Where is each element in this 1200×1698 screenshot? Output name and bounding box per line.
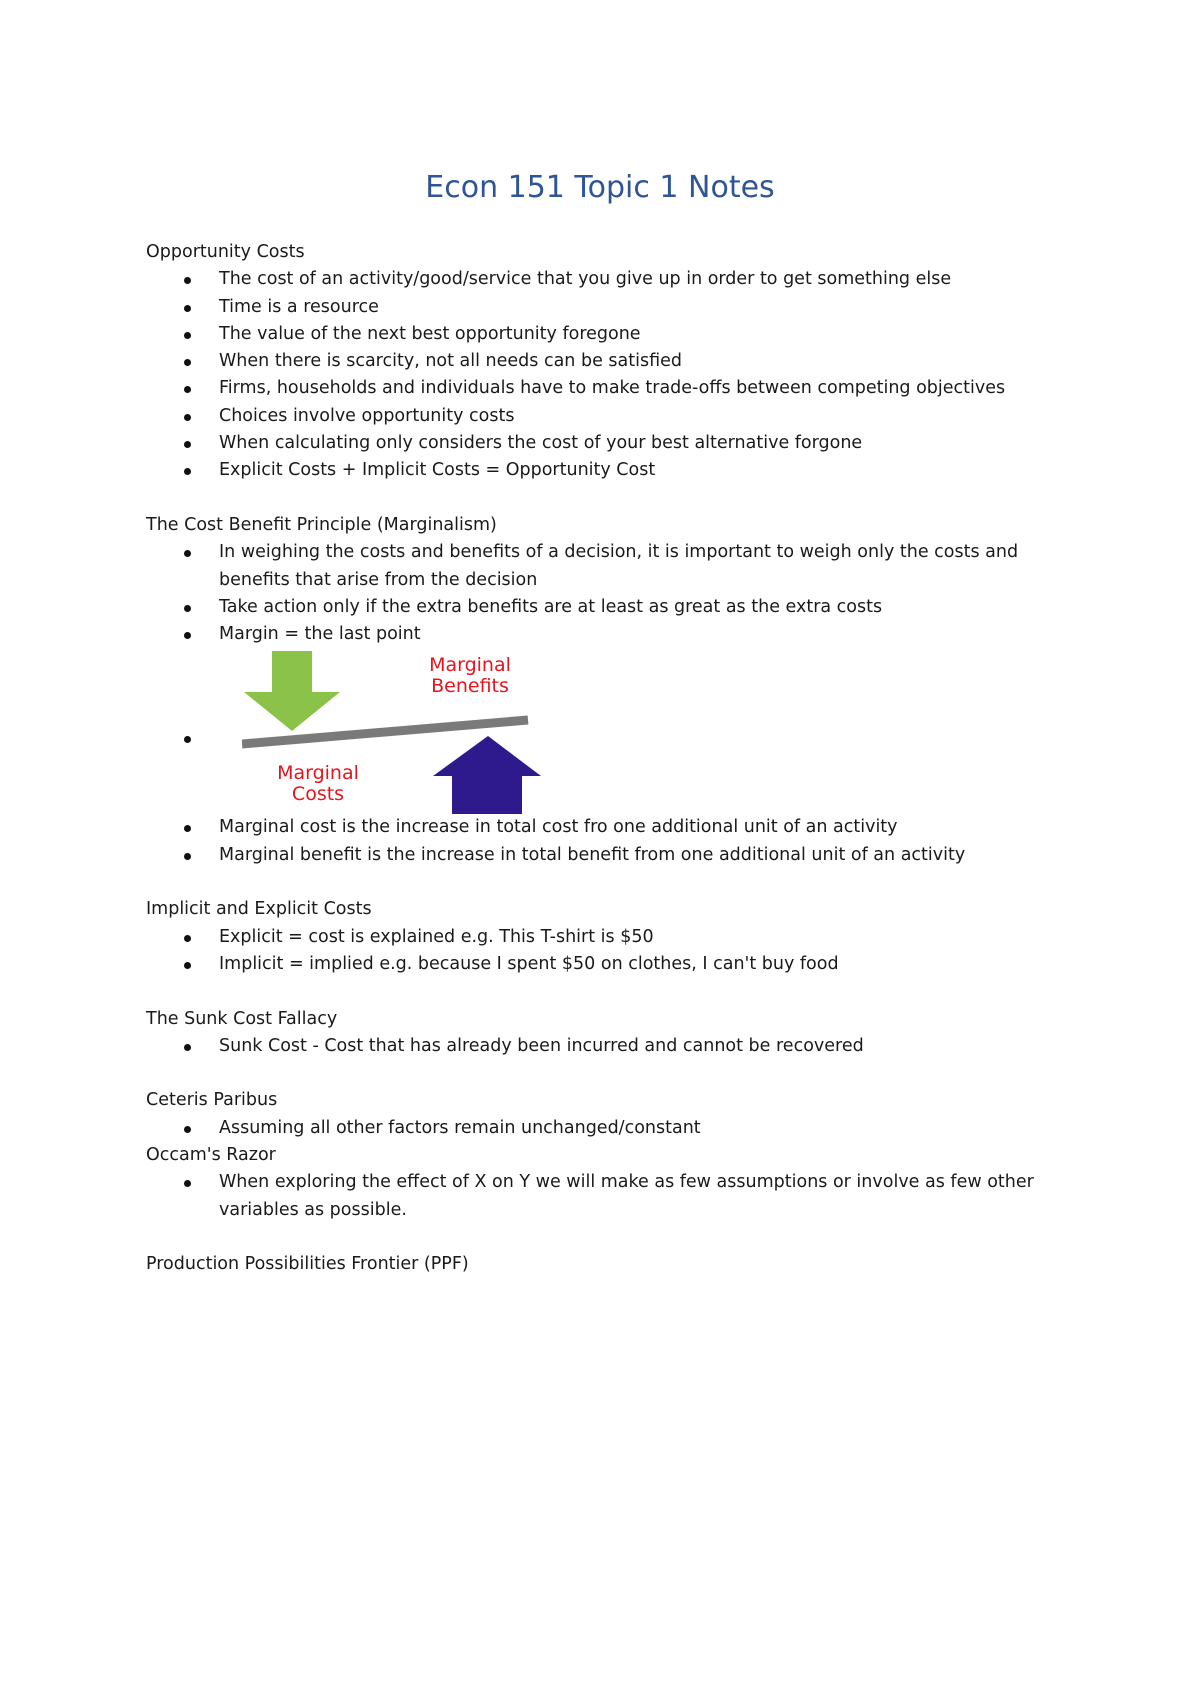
section-heading-occams-razor: Occam's Razor xyxy=(146,1145,276,1166)
bullet-icon xyxy=(184,332,191,339)
bullet-icon xyxy=(184,1180,191,1187)
bullet-list-occams-razor xyxy=(146,1169,1066,1224)
list-item: The cost of an activity/good/service that you give up in order to get something else xyxy=(146,266,1066,293)
bullet-icon xyxy=(184,468,191,475)
list-item: Implicit = implied e.g. because I spent $50 on clothes, I can't buy food xyxy=(146,951,1066,978)
document-title: Econ 151 Topic 1 Notes xyxy=(425,170,775,205)
bullet-icon xyxy=(184,441,191,448)
paragraph-gap xyxy=(146,869,1066,896)
bullet-list-sunk-cost xyxy=(146,1033,1066,1060)
section-heading-implicit-explicit: Implicit and Explicit Costs xyxy=(146,899,372,920)
marginal-balance-diagram xyxy=(242,648,542,814)
paragraph-gap xyxy=(146,978,1066,1005)
list-item: Explicit Costs + Implicit Costs = Opportunity Cost xyxy=(146,457,1066,484)
section-heading-ceteris-paribus: Ceteris Paribus xyxy=(146,1090,278,1111)
bullet-icon xyxy=(184,386,191,393)
list-item: Explicit = cost is explained e.g. This T-shirt is $50 xyxy=(146,924,1066,951)
paragraph-gap xyxy=(146,1060,1066,1087)
list-item-diagram xyxy=(146,648,1066,814)
section-heading-sunk-cost: The Sunk Cost Fallacy xyxy=(146,1008,338,1029)
bullet-icon xyxy=(184,632,191,639)
list-item: Sunk Cost - Cost that has already been incurred and cannot be recovered xyxy=(146,1033,1066,1060)
bullet-icon xyxy=(184,853,191,860)
section-heading-ppf: Production Possibilities Frontier (PPF) xyxy=(146,1254,469,1275)
bullet-icon xyxy=(184,825,191,832)
bullet-list-opportunity-costs xyxy=(146,266,1066,484)
marginal-costs-label: Marginal Costs xyxy=(277,762,359,806)
document-body xyxy=(146,239,1066,1279)
list-item: When exploring the effect of X on Y we will make as few assumptions or involve as few other variables as possible. xyxy=(146,1169,1066,1224)
bullet-icon xyxy=(184,1044,191,1051)
up-arrow-icon xyxy=(433,736,541,814)
bullet-icon xyxy=(184,605,191,612)
list-item: Choices involve opportunity costs xyxy=(146,403,1066,430)
down-arrow-icon xyxy=(244,651,340,731)
list-item: Marginal benefit is the increase in total benefit from one additional unit of an activity xyxy=(146,842,1066,869)
list-item: When there is scarcity, not all needs can be satisfied xyxy=(146,348,1066,375)
bullet-list-cost-benefit xyxy=(146,539,1066,869)
list-item: The value of the next best opportunity foregone xyxy=(146,321,1066,348)
bullet-icon xyxy=(184,277,191,284)
list-item: Assuming all other factors remain unchanged/constant xyxy=(146,1115,1066,1142)
bullet-icon xyxy=(184,935,191,942)
bullet-icon xyxy=(184,736,191,743)
list-item: Firms, households and individuals have to make trade-offs between competing objectives xyxy=(146,375,1066,402)
list-item: Time is a resource xyxy=(146,294,1066,321)
bullet-icon xyxy=(184,550,191,557)
bullet-icon xyxy=(184,414,191,421)
bullet-icon xyxy=(184,1126,191,1133)
bullet-list-implicit-explicit xyxy=(146,924,1066,979)
bullet-icon xyxy=(184,305,191,312)
bullet-list-ceteris-paribus xyxy=(146,1115,1066,1142)
list-item: Marginal cost is the increase in total cost fro one additional unit of an activity xyxy=(146,814,1066,841)
marginal-benefits-label: Marginal Benefits xyxy=(429,654,511,698)
section-heading-opportunity-costs: Opportunity Costs xyxy=(146,242,305,262)
list-item: Take action only if the extra benefits are at least as great as the extra costs xyxy=(146,594,1066,621)
bullet-icon xyxy=(184,359,191,366)
bullet-icon xyxy=(184,962,191,969)
list-item: In weighing the costs and benefits of a decision, it is important to weigh only the costs and benefits that arise from the decision xyxy=(146,539,1066,594)
paragraph-gap xyxy=(146,1224,1066,1251)
paragraph-gap xyxy=(146,485,1066,512)
list-item: When calculating only considers the cost of your best alternative forgone xyxy=(146,430,1066,457)
list-item: Margin = the last point xyxy=(146,621,1066,648)
section-heading-cost-benefit: The Cost Benefit Principle (Marginalism) xyxy=(146,514,497,535)
